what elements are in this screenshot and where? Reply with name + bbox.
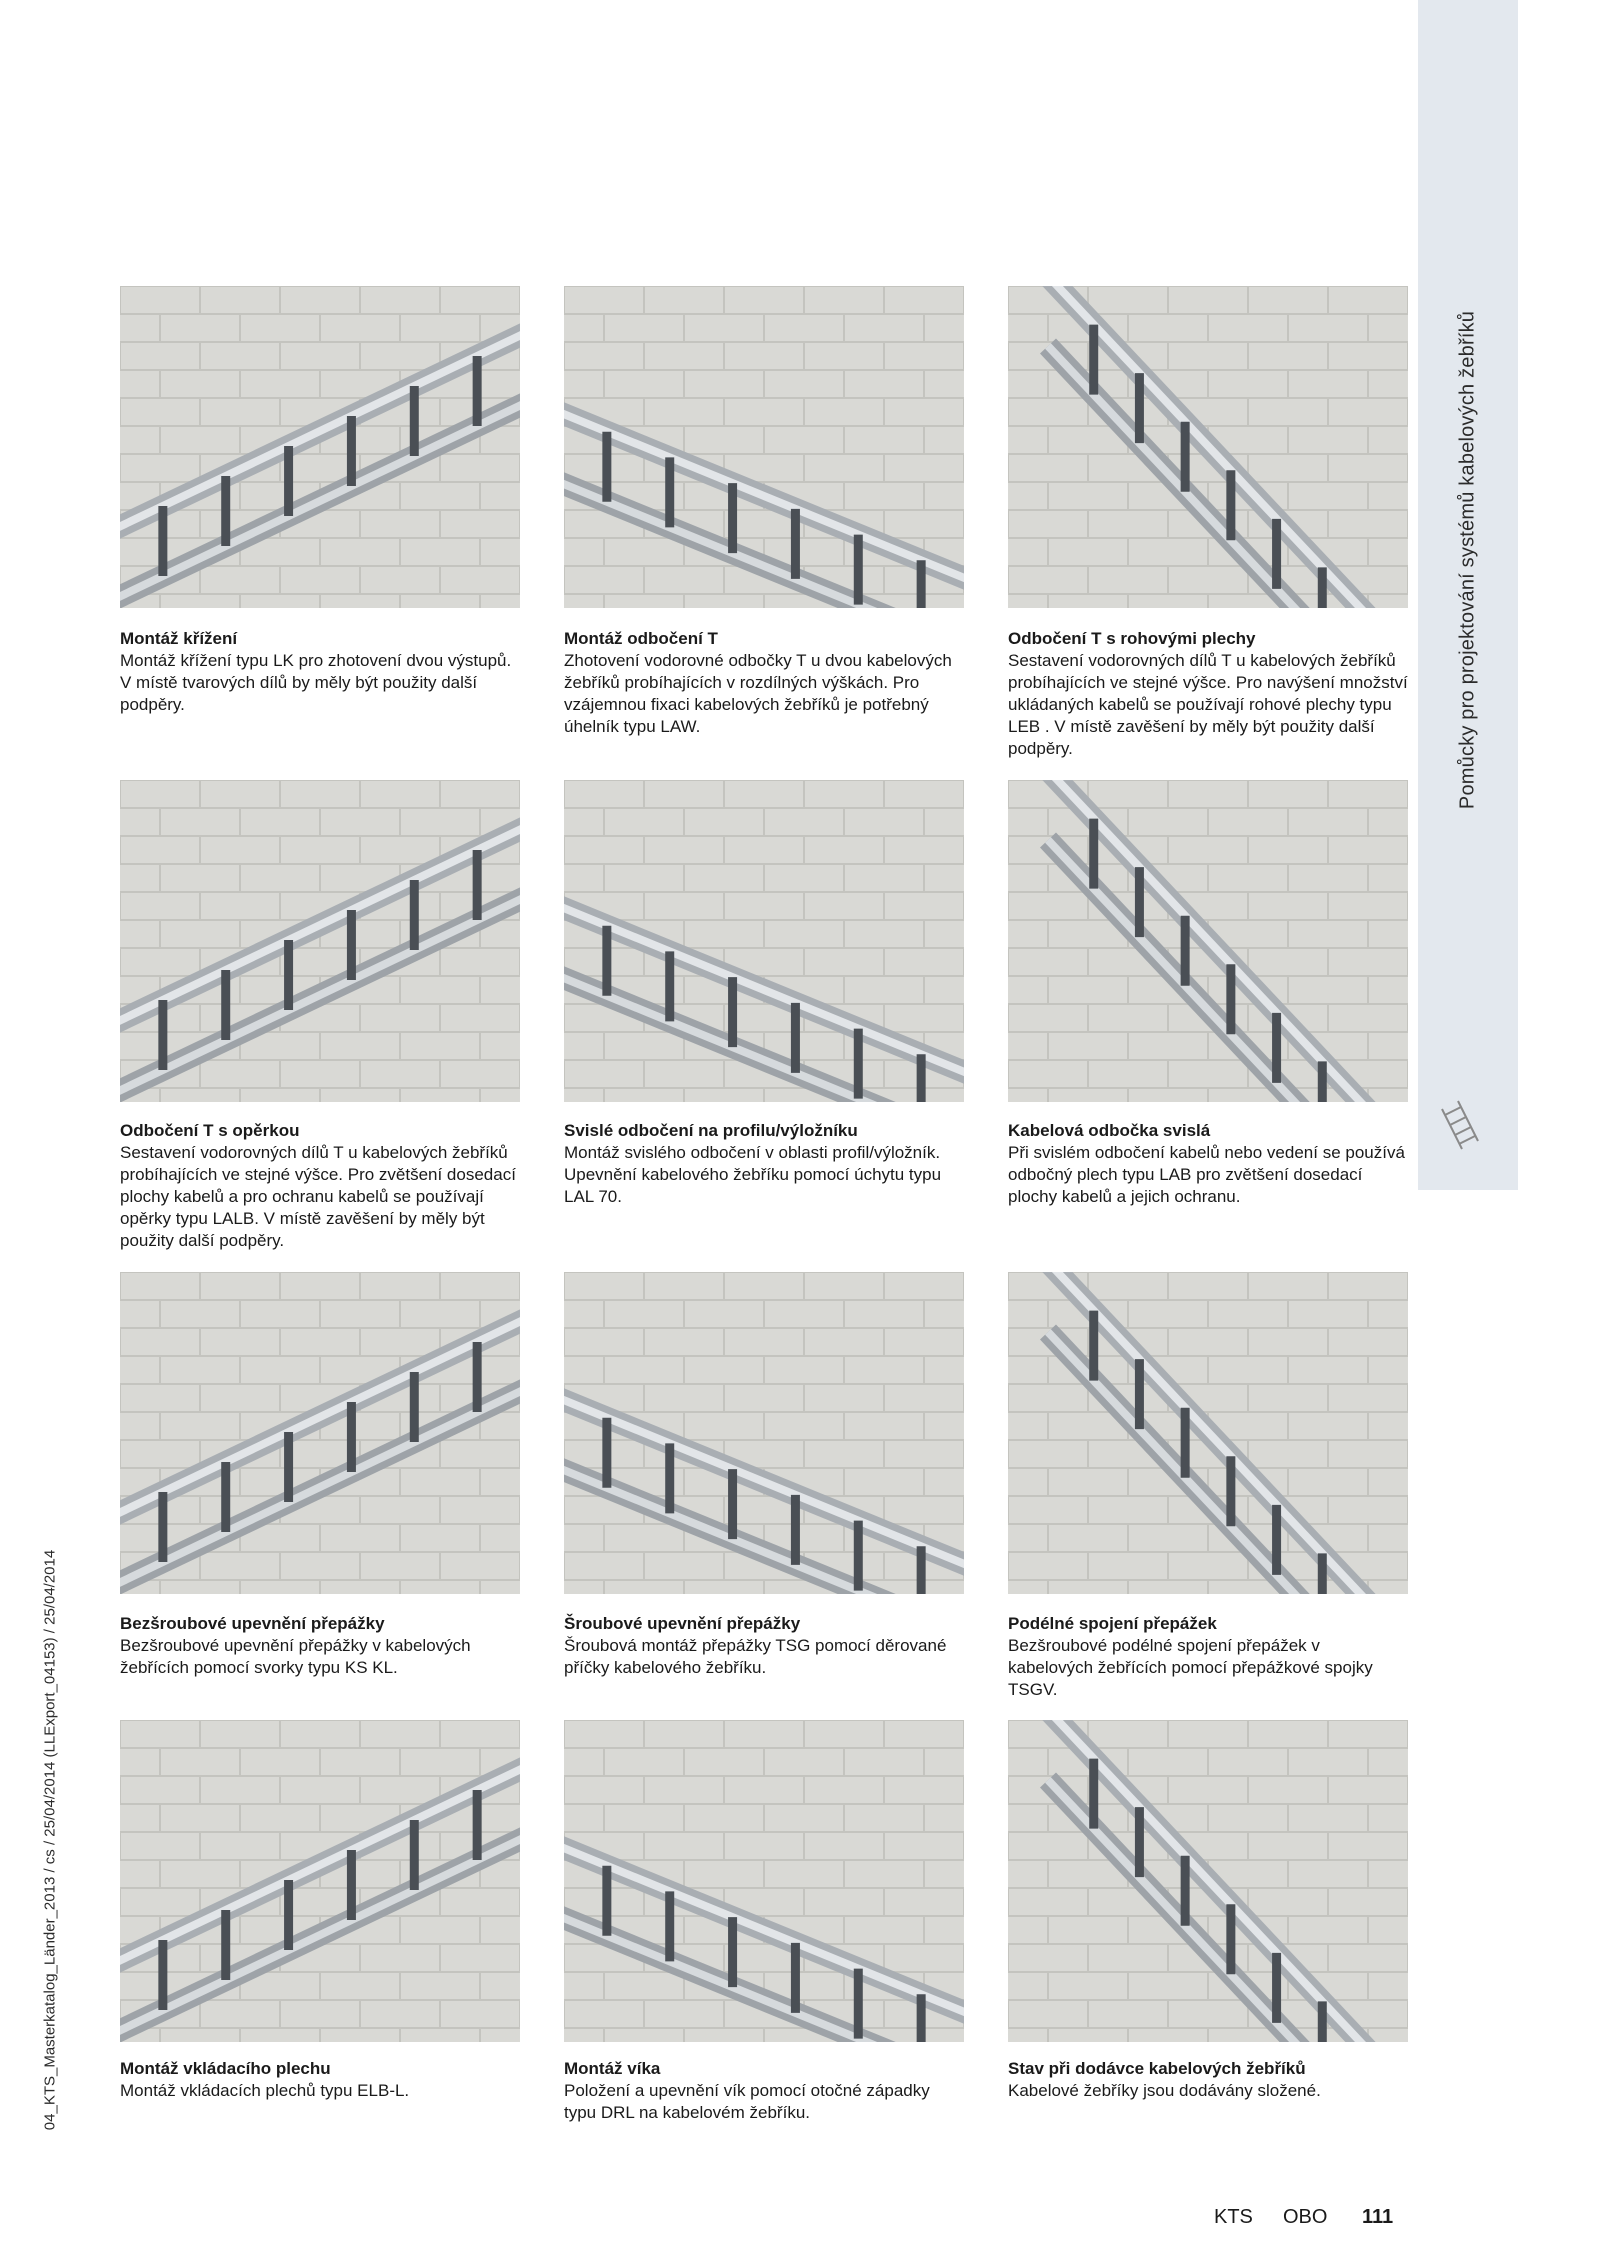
- caption-title: Podélné spojení přepážek: [1008, 1614, 1217, 1633]
- caption-title: Svislé odbočení na profilu/výložníku: [564, 1121, 858, 1140]
- product-photo: [1008, 1720, 1408, 2042]
- caption-title: Šroubové upevnění přepážky: [564, 1614, 801, 1633]
- product-photo: [564, 780, 964, 1102]
- photo-caption: [564, 2058, 964, 2124]
- caption-title: Kabelová odbočka svislá: [1008, 1121, 1211, 1140]
- photo-caption: [1008, 1613, 1408, 1701]
- caption-description: Sestavení vodorovných dílů T u kabelových žebříků probíhajících ve stejné výšce. Pro zvětšení dosedací plochy kabelů a pro ochranu kabelů se používají opěrky typu LALB. V místě zavěšení by měly být použity další podpěry.: [120, 1143, 516, 1250]
- caption-description: Zhotovení vodorovné odbočky T u dvou kabelových žebříků probíhajících v rozdílných výškách. Pro vzájemnou fixaci kabelových žebříků je potřebný úhelník typu LAW.: [564, 651, 952, 736]
- product-photo: [120, 1272, 520, 1594]
- product-photo: [564, 1720, 964, 2042]
- caption-title: Odbočení T s opěrkou: [120, 1121, 300, 1140]
- photo-caption: [120, 1613, 520, 1679]
- print-info: 04_KTS_Masterkatalog_Länder_2013 / cs / 25/04/2014 (LLExport_04153) / 25/04/2014: [41, 1549, 59, 2131]
- page-number: 111: [1362, 2206, 1394, 2228]
- photo-caption: [120, 628, 520, 716]
- product-photo: [1008, 286, 1408, 608]
- caption-description: Bezšroubové podélné spojení přepážek v kabelových žebřících pomocí přepážkové spojky TSGV.: [1008, 1636, 1373, 1699]
- caption-description: Bezšroubové upevnění přepážky v kabelových žebřících pomocí svorky typu KS KL.: [120, 1636, 471, 1677]
- caption-description: Montáž svislého odbočení v oblasti profil/výložník. Upevnění kabelového žebříku pomocí úchytu typu LAL 70.: [564, 1143, 942, 1206]
- caption-title: Odbočení T s rohovými plechy: [1008, 629, 1256, 648]
- product-photo: [1008, 1272, 1408, 1594]
- caption-description: Sestavení vodorovných dílů T u kabelových žebříků probíhajících ve stejné výšce. Pro navýšení množství ukládaných kabelů se používají rohové plechy typu LEB . V místě zavěšení by měly být použity další podpěry.: [1008, 651, 1408, 758]
- photo-caption: [564, 1120, 964, 1208]
- side-tab-title: Pomůcky pro projektování systémů kabelových žebříků: [1456, 310, 1479, 810]
- caption-title: Montáž víka: [564, 2059, 661, 2078]
- caption-description: Montáž křížení typu LK pro zhotovení dvou výstupů. V místě tvarových dílů by měly být použity další podpěry.: [120, 651, 512, 714]
- photo-caption: [1008, 628, 1408, 760]
- cable-ladder-icon: [1428, 1095, 1488, 1155]
- product-photo: [564, 286, 964, 608]
- product-photo: [564, 1272, 964, 1594]
- photo-caption: [120, 2058, 520, 2102]
- footer-brand: KTS: [1214, 2206, 1253, 2228]
- caption-description: Šroubová montáž přepážky TSG pomocí děrované příčky kabelového žebříku.: [564, 1636, 947, 1677]
- caption-title: Montáž křížení: [120, 629, 238, 648]
- product-photo: [1008, 780, 1408, 1102]
- caption-title: Montáž odbočení T: [564, 629, 718, 648]
- footer-company: OBO: [1283, 2206, 1328, 2228]
- caption-description: Při svislém odbočení kabelů nebo vedení se používá odbočný plech typu LAB pro zvětšení dosedací plochy kabelů a jejich ochranu.: [1008, 1143, 1405, 1206]
- photo-caption: [120, 1120, 520, 1252]
- photo-caption: [1008, 2058, 1408, 2102]
- caption-description: Kabelové žebříky jsou dodávány složené.: [1008, 2081, 1321, 2100]
- product-photo: [120, 286, 520, 608]
- photo-caption: [564, 1613, 964, 1679]
- caption-description: Montáž vkládacích plechů typu ELB-L.: [120, 2081, 410, 2100]
- caption-title: Montáž vkládacího plechu: [120, 2059, 331, 2078]
- caption-title: Stav při dodávce kabelových žebříků: [1008, 2059, 1306, 2078]
- product-photo: [120, 780, 520, 1102]
- photo-caption: [564, 628, 964, 738]
- product-photo: [120, 1720, 520, 2042]
- caption-description: Položení a upevnění vík pomocí otočné západky typu DRL na kabelovém žebříku.: [564, 2081, 930, 2122]
- photo-caption: [1008, 1120, 1408, 1208]
- caption-title: Bezšroubové upevnění přepážky: [120, 1614, 385, 1633]
